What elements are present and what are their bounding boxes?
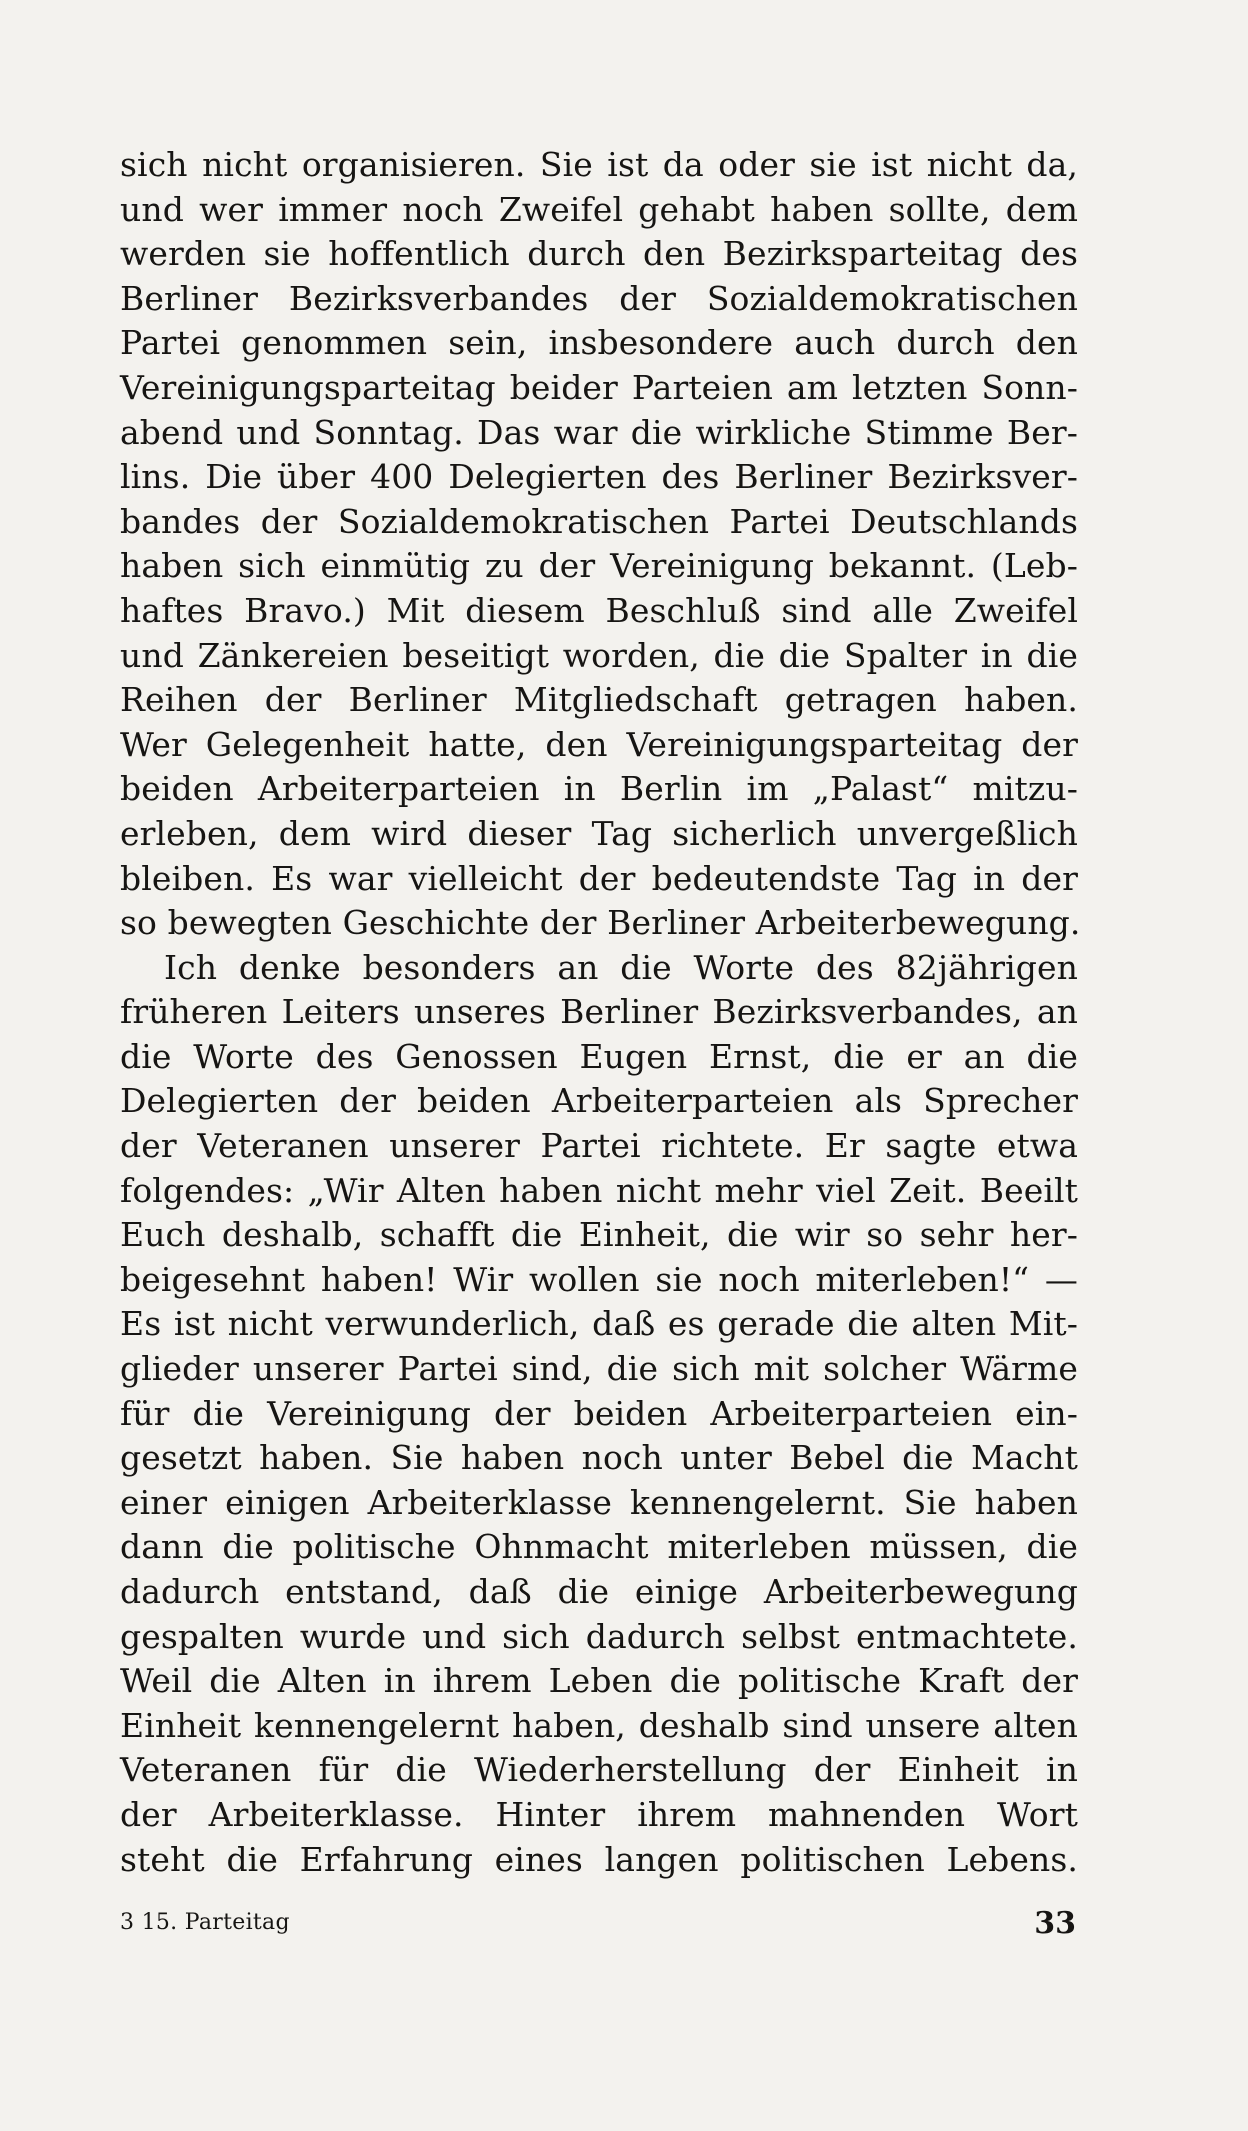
- text-line: Reihen der Berliner Mitgliedschaft getragen haben.: [120, 680, 1078, 720]
- text-line: einer einigen Arbeiterklasse kennengelernt. Sie haben: [120, 1482, 1078, 1522]
- text-line: Partei genommen sein, insbesondere auch durch den: [120, 323, 1078, 363]
- text-line: bleiben. Es war vielleicht der bedeutendste Tag in der: [120, 858, 1078, 898]
- text-line: folgendes: „Wir Alten haben nicht mehr viel Zeit. Beeilt: [120, 1170, 1078, 1210]
- text-line: abend und Sonntag. Das war die wirkliche Stimme Ber-: [120, 412, 1078, 452]
- text-line: beigesehnt haben! Wir wollen sie noch miterleben!“ —: [120, 1259, 1078, 1299]
- text-line: haftes Bravo.) Mit diesem Beschluß sind alle Zweifel: [120, 590, 1078, 630]
- paragraph-start-line: Ich denke besonders an die Worte des 82jährigen: [164, 947, 1078, 987]
- text-line: Weil die Alten in ihrem Leben die politische Kraft der: [120, 1661, 1078, 1701]
- text-line: früheren Leiters unseres Berliner Bezirksverbandes, an: [120, 992, 1078, 1032]
- text-line: gesetzt haben. Sie haben noch unter Bebel die Macht: [120, 1438, 1078, 1478]
- text-line: Es ist nicht verwunderlich, daß es gerade die alten Mit-: [120, 1304, 1078, 1344]
- text-line: so bewegten Geschichte der Berliner Arbeiterbewegung.: [120, 903, 1081, 943]
- text-line: Veteranen für die Wiederherstellung der Einheit in: [120, 1750, 1078, 1790]
- text-line: erleben, dem wird dieser Tag sicherlich unvergeßlich: [120, 813, 1078, 853]
- page-footer: [120, 1902, 1078, 1942]
- text-line: glieder unserer Partei sind, die sich mit solcher Wärme: [120, 1349, 1078, 1389]
- text-line: werden sie hoffentlich durch den Bezirksparteitag des: [120, 234, 1078, 274]
- text-line: Einheit kennengelernt haben, deshalb sind unsere alten: [120, 1705, 1078, 1745]
- text-line: und Zänkereien beseitigt worden, die die Spalter in die: [120, 635, 1078, 675]
- text-line: bandes der Sozialdemokratischen Partei Deutschlands: [120, 501, 1078, 541]
- text-line: beiden Arbeiterparteien in Berlin im „Palast“ mitzu-: [120, 769, 1078, 809]
- text-line: lins. Die über 400 Delegierten des Berliner Bezirksver-: [120, 457, 1078, 497]
- text-line: dann die politische Ohnmacht miterleben müssen, die: [120, 1527, 1078, 1567]
- text-line: Delegierten der beiden Arbeiterparteien als Sprecher: [120, 1081, 1078, 1121]
- page-number: 33: [1034, 1906, 1076, 1941]
- text-line: die Worte des Genossen Eugen Ernst, die er an die: [120, 1036, 1078, 1076]
- text-line: gespalten wurde und sich dadurch selbst entmachtete.: [120, 1616, 1078, 1656]
- text-line: sich nicht organisieren. Sie ist da oder sie ist nicht da,: [120, 145, 1078, 184]
- text-line: der Veteranen unserer Partei richtete. Er sagte etwa: [120, 1126, 1078, 1166]
- text-line: dadurch entstand, daß die einige Arbeiterbewegung: [120, 1572, 1078, 1611]
- text-line: der Arbeiterklasse. Hinter ihrem mahnenden Wort: [120, 1794, 1078, 1834]
- text-line: und wer immer noch Zweifel gehabt haben sollte, dem: [120, 189, 1078, 229]
- text-line: haben sich einmütig zu der Vereinigung bekannt. (Leb-: [120, 546, 1078, 586]
- print-signature: 3 15. Parteitag: [120, 1910, 290, 1935]
- text-line: steht die Erfahrung eines langen politischen Lebens.: [120, 1839, 1078, 1879]
- body-text: [120, 143, 1081, 1882]
- text-line: Euch deshalb, schafft die Einheit, die wir so sehr her-: [120, 1215, 1078, 1255]
- text-line: Wer Gelegenheit hatte, den Vereinigungsparteitag der: [120, 724, 1078, 764]
- text-line: Vereinigungsparteitag beider Parteien am letzten Sonn-: [120, 367, 1078, 407]
- text-line: Berliner Bezirksverbandes der Sozialdemokratischen: [120, 278, 1078, 318]
- text-line: für die Vereinigung der beiden Arbeiterparteien ein-: [120, 1393, 1078, 1433]
